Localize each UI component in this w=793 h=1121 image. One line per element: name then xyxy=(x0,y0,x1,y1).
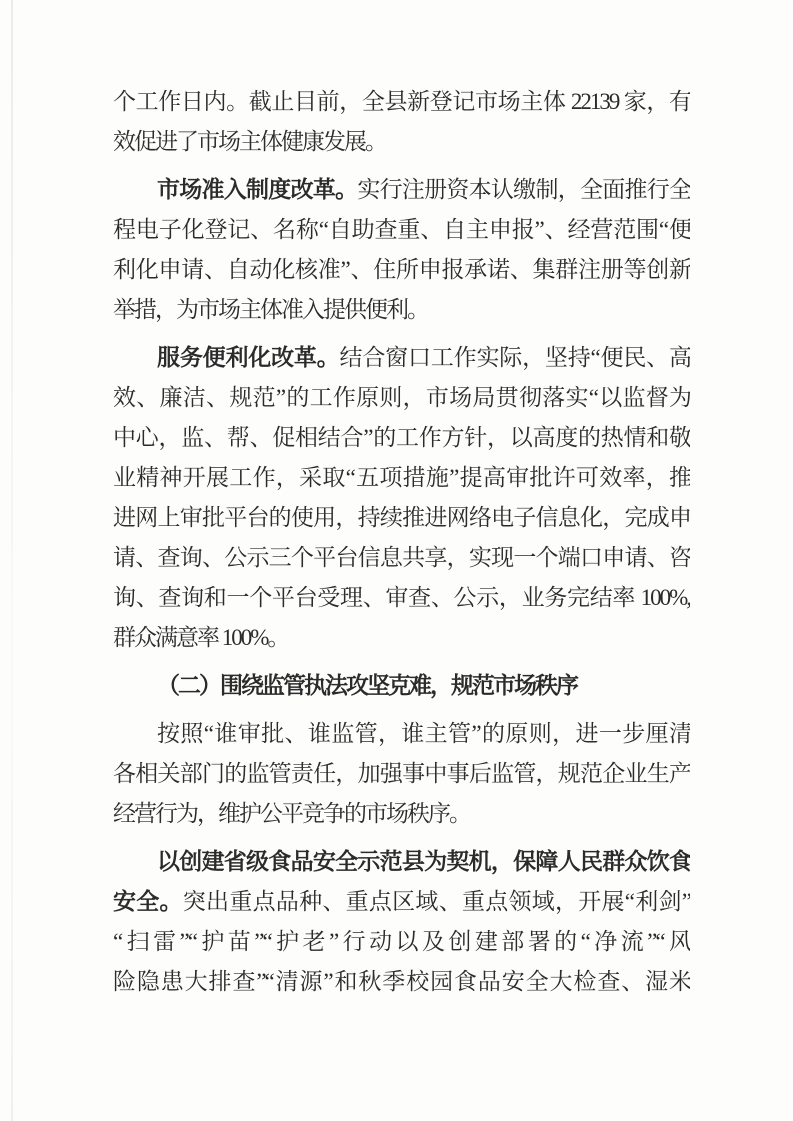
section-heading xyxy=(113,666,690,706)
section-heading-text: （二）围绕监管执法攻坚克难，规范市场秩序 xyxy=(157,673,577,698)
text-line xyxy=(113,794,690,834)
text-line xyxy=(113,338,690,378)
text-line xyxy=(113,578,690,618)
text-line xyxy=(113,538,690,578)
body-text: 突出重点品种、重点区域、重点领域，开展“利剑” xyxy=(182,889,690,914)
text-line xyxy=(113,290,690,330)
body-text: 各相关部门的监管责任，加强事中事后监管，规范企业生产 xyxy=(113,761,690,786)
paragraph xyxy=(113,170,690,330)
body-text: 结合窗口工作实际，坚持“便民、高 xyxy=(339,345,690,370)
text-line xyxy=(113,882,690,922)
lead-in-bold-text: 服务便利化改革。 xyxy=(157,345,340,370)
text-line xyxy=(113,122,690,162)
text-line xyxy=(113,962,690,1002)
lead-in-bold-text: 以创建省级食品安全示范县为契机，保障人民群众饮食 xyxy=(157,849,690,874)
text-line xyxy=(113,922,690,962)
body-text: 询、查询和一个平台受理、审查、公示，业务完结率 100%, xyxy=(113,585,690,610)
body-text: 经营行为，维护公平竞争的市场秩序。 xyxy=(113,801,470,826)
text-line xyxy=(113,82,690,122)
text-line xyxy=(113,378,690,418)
body-text: 按照“谁审批、谁监管，谁主管”的原则，进一步厘清 xyxy=(157,721,690,746)
text-line xyxy=(113,842,690,882)
text-line xyxy=(113,458,690,498)
text-line xyxy=(113,250,690,290)
paragraph xyxy=(113,338,690,658)
text-line xyxy=(113,170,690,210)
text-line xyxy=(113,618,690,658)
text-line xyxy=(113,210,690,250)
body-text: “扫雷”“护苗”“护老”行动以及创建部署的“净流”“风 xyxy=(113,929,690,954)
body-text: 业精神开展工作，采取“五项措施”提高审批许可效率，推 xyxy=(113,465,690,490)
body-text: 举措，为市场主体准入提供便利。 xyxy=(113,297,428,322)
body-text: 程电子化登记、名称“自助查重、自主申报”、经营范围“便 xyxy=(113,217,690,242)
paragraph xyxy=(113,842,690,1002)
body-text: 利化申请、自动化核准”、住所申报承诺、集群注册等创新 xyxy=(113,257,690,282)
document-body xyxy=(113,82,690,1002)
body-text: 实行注册资本认缴制，全面推行全 xyxy=(357,177,690,202)
text-line xyxy=(113,498,690,538)
paragraph xyxy=(113,666,690,706)
text-line xyxy=(113,714,690,754)
text-line xyxy=(113,418,690,458)
body-text: 进网上审批平台的使用，持续推进网络电子信息化，完成申 xyxy=(113,505,690,530)
lead-in-bold-text: 市场准入制度改革。 xyxy=(157,177,358,202)
body-text: 效促进了市场主体健康发展。 xyxy=(113,129,386,154)
body-text: 个工作日内。截止目前，全县新登记市场主体 22139 家，有 xyxy=(113,89,690,114)
body-text: 险隐患大排查”“清源”和秋季校园食品安全大检查、湿米 xyxy=(113,969,690,994)
scan-edge-artifact xyxy=(11,0,13,1121)
lead-in-bold-text: 安全。 xyxy=(113,889,183,914)
paragraph xyxy=(113,82,690,162)
body-text: 效、廉洁、规范”的工作原则，市场局贯彻落实“以监督为 xyxy=(113,385,690,410)
body-text: 群众满意率 100%。 xyxy=(113,625,289,650)
body-text: 中心，监、帮、促相结合”的工作方针，以高度的热情和敬 xyxy=(113,425,690,450)
paragraph xyxy=(113,714,690,834)
text-line xyxy=(113,754,690,794)
body-text: 请、查询、公示三个平台信息共享，实现一个端口申请、咨 xyxy=(113,545,690,570)
